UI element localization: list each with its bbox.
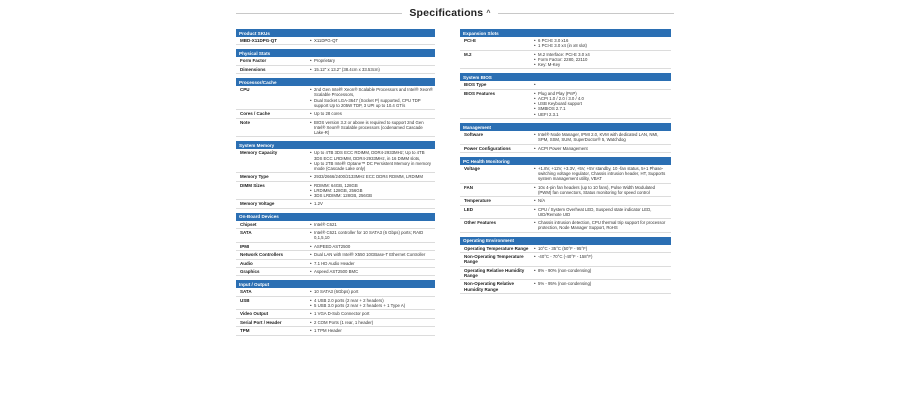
spec-value-item: • Up to 28 cores [310,111,433,116]
spec-label: Memory Type [240,174,269,180]
spec-value [534,185,671,195]
spec-label: Power Configurations [464,145,511,151]
spec-value [534,82,671,87]
spec-label: SATA [240,289,252,295]
spec-section-management [460,123,671,153]
spec-row-ipmi [236,243,435,251]
spec-label: Memory Capacity [240,150,278,156]
spec-label: IPMI [240,243,250,249]
spec-value-item: • SMBIOS 2.7.1 [534,106,669,111]
spec-value [310,183,435,199]
caret-up-icon[interactable]: ^ [486,10,491,17]
spec-label: Form Factor [240,58,267,64]
spec-value-item: • Intel® C621 controller for 10 SATA3 (6 Gbps) ports; RAID 0,1,5,10 [310,230,433,240]
spec-label: Non-Operating Relative Humidity Range [464,281,515,292]
spec-label: FAN [464,184,473,190]
spec-section-expansion-slots [460,29,671,69]
spec-value-item: • 5% - 95% (non-condensing) [534,281,669,286]
spec-value [310,261,435,266]
spec-value-item: • UEFI 2.3.1 [534,112,669,117]
spec-row-bios-features [460,90,671,119]
spec-label: MBD-X11DPG-QT [240,37,278,43]
spec-row-temperature [460,197,671,205]
spec-label: BIOS Features [464,90,496,96]
spec-value-item: • Dual Socket LGA-3647 (Socket P) supported, CPU TDP support Up to 205W TDP, 3 UPI up to 10.4 GT/s [310,98,433,108]
section-heading: Input / Output [236,280,435,288]
spec-label: Audio [240,260,253,266]
spec-value [310,150,435,171]
spec-row-tpm [236,327,435,335]
spec-value-item: • ASPEED AST2500 [310,244,433,249]
section-heading: Operating Environment [460,237,671,245]
spec-value-item: • +1.8V, +12V, +3.3V, +5V, +5V standby, 10 -fan status, 5+1 Phase-switching voltage regulator, Chassis intrusion header, HT, Supports system management utility, VBAT [534,166,669,182]
spec-row-fan [460,184,671,198]
spec-label: Voltage [464,165,480,171]
spec-section-system-memory [236,141,435,209]
spec-value [534,132,671,142]
spec-row-operating-relative-humidity-range [460,267,671,281]
spec-row-software [460,131,671,145]
spec-label: Dimensions [240,66,266,72]
spec-value-item: • Chassis intrusion detection, CPU thermal trip support for processor protection, Node Manager Support, RoHS [534,220,669,230]
spec-column-right [460,29,671,298]
spec-label: PCI-E [464,37,477,43]
spec-row-m-2 [460,51,671,70]
spec-value-item: • 10 SATA3 (6Gbps) port [310,289,433,294]
spec-value-item: • 7.1 HD Audio Header [310,261,433,266]
spec-value [310,201,435,206]
spec-row-power-configurations [460,145,671,153]
spec-value-item: • Proprietary [310,58,433,63]
spec-value [310,252,435,257]
spec-section-product-skus [236,29,435,45]
specifications-toggle[interactable] [0,7,900,19]
spec-value-item: • 1 VGA D-Sub Connector port [310,311,433,316]
spec-value [310,87,435,108]
spec-label: BIOS Type [464,82,487,88]
spec-value-item: • M.2 Interface: PCI-E 3.0 x4 [534,52,669,57]
spec-value [534,146,671,151]
spec-row-video-output [236,310,435,318]
spec-label: Graphics [240,269,260,275]
spec-value [310,320,435,325]
spec-value-item: • Intel® C621 [310,222,433,227]
spec-label: Software [464,131,484,137]
spec-value-item: • 1 PCI-E 3.0 x4 (in x8 slot) [534,43,669,48]
spec-value [310,174,435,179]
spec-value [534,198,671,203]
spec-value [534,246,671,251]
spec-row-dimensions [236,66,435,74]
spec-value [310,111,435,116]
spec-value-item: • RDIMM: 64GB, 128GB [310,183,433,188]
section-heading: System Memory [236,141,435,149]
spec-label: Cores / Cache [240,111,271,117]
spec-row-sata [236,288,435,296]
spec-section-input-output [236,280,435,335]
spec-value [534,166,671,182]
spec-row-bios-type [460,81,671,89]
spec-value-item: • CPU / System Overheat LED, Suspend state indicator LED, UID/Remote UID [534,207,669,217]
section-heading: System BIOS [460,73,671,81]
spec-value [310,244,435,249]
spec-row-mbd-x11dpg-qt [236,37,435,45]
spec-value-item: • Plug and Play (PnP) [534,91,669,96]
spec-label: Network Controllers [240,252,284,258]
spec-label: SATA [240,230,252,236]
spec-value-item: • 6 PCI-E 3.0 x16 [534,38,669,43]
spec-value [310,222,435,227]
spec-value-item: • Dual LAN with Intel® X550 10GBase-T Ethernet Controller [310,252,433,257]
spec-label: USB [240,297,250,303]
spec-value [310,58,435,63]
spec-row-pci-e [460,37,671,51]
spec-value [534,220,671,230]
spec-value-item: • N/A [534,198,669,203]
spec-label: Memory Voltage [240,201,275,207]
spec-section-processor-cache [236,78,435,137]
spec-label: LED [464,206,473,212]
spec-row-note [236,119,435,138]
spec-row-chipset [236,221,435,229]
spec-value-item: • Form Factor: 2280, 22110 [534,57,669,62]
spec-value-item: • 2933/2666/2400/2133MHz ECC DDR4 RDIMM, LRDIMM [310,174,433,179]
spec-row-network-controllers [236,251,435,259]
spec-row-memory-voltage [236,200,435,208]
spec-row-non-operating-temperature-range [460,253,671,267]
spec-row-cores-cache [236,110,435,118]
section-heading: Product SKUs [236,29,435,37]
spec-section-pc-health-monitoring [460,157,671,233]
spec-row-operating-temperature-range [460,245,671,253]
spec-column-left [236,29,435,340]
section-heading: Physical Stats [236,49,435,57]
spec-value-item: • 2nd Gen Intel® Xeon® Scalable Processors and Intel® Xeon® Scalable Processors, [310,87,433,97]
spec-value-item: • 5 USB 3.0 ports (2 rear + 2 headers + 1 Type A) [310,303,433,308]
spec-value-item: • 2 COM Ports (1 rear, 1 header) [310,320,433,325]
section-heading: Management [460,123,671,131]
spec-row-usb [236,297,435,311]
spec-value [534,207,671,217]
spec-row-cpu [236,86,435,110]
spec-row-form-factor [236,57,435,65]
specifications-header [0,0,900,26]
spec-label: Video Output [240,311,269,317]
section-heading: Processor/Cache [236,78,435,86]
spec-value-item: • ACPI 1.0 / 2.0 / 3.0 / 4.0 [534,96,669,101]
spec-label: Serial Port / Header [240,319,282,325]
spec-value [534,91,671,117]
spec-label: Operating Temperature Range [464,245,529,251]
spec-value-item: • 3DS LRDIMM: 128GB, 256GB [310,193,433,198]
spec-row-sata [236,229,435,243]
spec-value-item: • 1 TPM Header [310,328,433,333]
section-heading: On-Board Devices [236,213,435,221]
spec-row-memory-type [236,173,435,181]
spec-value-item: • USB Keyboard support [534,101,669,106]
spec-value-item: • Key: M-Key [534,62,669,67]
spec-value-item: • BIOS version 3.2 or above is required to support 2nd Gen Intel® Xeon® Scalable processors (codenamed Cascade Lake-R) [310,120,433,136]
spec-label: TPM [240,328,250,334]
spec-value [534,281,671,291]
spec-label: Chipset [240,221,257,227]
spec-value-item: • -40°C - 70°C (-40°F - 158°F) [534,254,669,259]
spec-section-system-bios [460,73,671,119]
spec-value-item: • 15.12" x 13.2" (38.4cm x 33.53cm) [310,67,433,72]
spec-row-audio [236,260,435,268]
spec-row-graphics [236,268,435,276]
spec-label: M.2 [464,51,472,57]
spec-value-item: • Aspeed AST2500 BMC [310,269,433,274]
spec-value [310,298,435,308]
spec-value-item: • 10x 4-pin fan headers (up to 10 fans), Pulse Width Modulated (PWM) fan connectors, Status monitoring for speed control [534,185,669,195]
spec-row-dimm-sizes [236,182,435,201]
spec-value [310,328,435,333]
spec-value-item: • 10°C - 35°C (50°F - 95°F) [534,246,669,251]
spec-value-item: • Up to 2TB Intel® Optane™ DC Persistent Memory in memory mode (Cascade Lake only) [310,161,433,171]
spec-label: Temperature [464,198,491,204]
spec-value-item: • Intel® Node Manager, IPMI 2.0, KVM with dedicated LAN, NMI, SPM, SSM, SUM, SuperDoctor® 5, Watchdog [534,132,669,142]
section-heading: Expansion Slots [460,29,671,37]
spec-row-other-features [460,219,671,233]
spec-value [534,38,671,48]
spec-section-on-board-devices [236,213,435,277]
spec-section-physical-stats [236,49,435,74]
spec-value [310,289,435,294]
spec-value-item: • LRDIMM: 128GB, 256GB [310,188,433,193]
spec-row-led [460,206,671,220]
spec-value-item: • X11DPG-QT [310,38,433,43]
page-title: Specifications [409,7,484,19]
spec-value-item: • 8% - 90% (non-condensing) [534,268,669,273]
spec-value [534,52,671,68]
spec-label: DIMM Sizes [240,182,265,188]
spec-value [310,230,435,240]
spec-row-memory-capacity [236,149,435,173]
spec-label: Other Features [464,220,497,226]
spec-value [310,120,435,136]
spec-label: CPU [240,87,250,93]
spec-value-item: • 4 USB 2.0 ports (2 rear + 2 headers) [310,298,433,303]
spec-label: Operating Relative Humidity Range [464,267,525,279]
spec-value [534,268,671,278]
spec-value-item: • ACPI Power Management [534,146,669,151]
spec-value [310,38,435,43]
spec-label: Non-Operating Temperature Range [464,254,524,265]
spec-value [310,67,435,72]
spec-value-item: • Up to 4TB 3DS ECC RDIMM, DDR4-2933MHz; Up to 4TB 3DS ECC LRDIMM, DDR4-2933MHz, in 16 DIMM slots, [310,150,433,160]
section-heading: PC Health Monitoring [460,157,671,165]
spec-row-non-operating-relative-humidity-range [460,280,671,294]
spec-section-operating-environment [460,237,671,294]
spec-value [534,254,671,264]
spec-row-serial-port-header [236,319,435,327]
spec-row-voltage [460,165,671,184]
spec-value [310,311,435,316]
spec-value [310,269,435,274]
spec-label: Note [240,119,250,125]
spec-value-item: • 1.2V [310,201,433,206]
